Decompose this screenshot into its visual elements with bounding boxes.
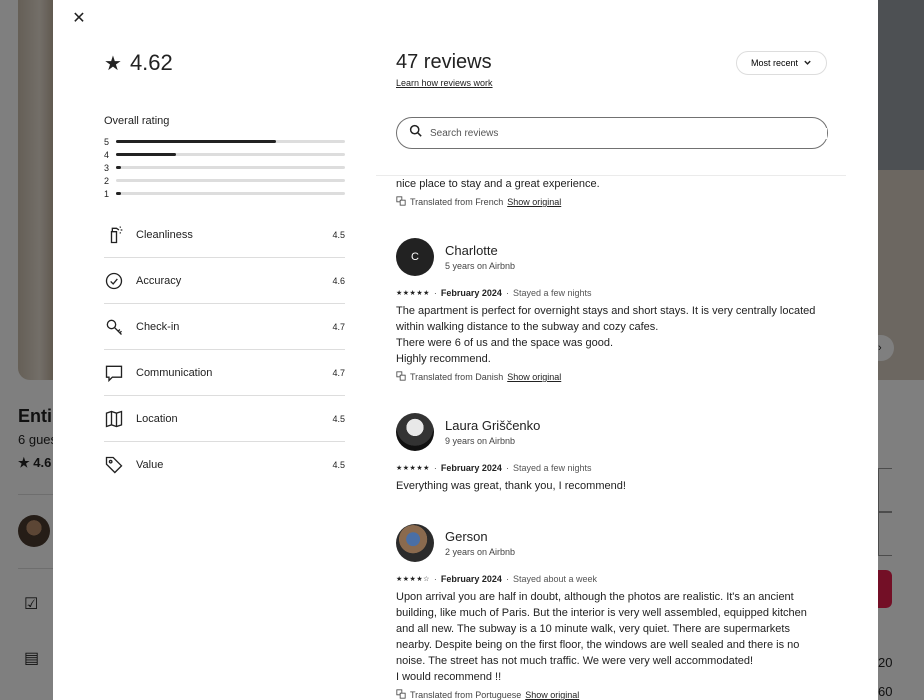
category-value: 4.6 <box>332 275 345 286</box>
reviewer-name: Charlotte <box>445 243 498 258</box>
reviews-list[interactable] <box>396 176 836 700</box>
translate-icon <box>396 196 406 208</box>
chevron-down-icon <box>803 58 812 69</box>
star-icon: ★ <box>104 52 122 75</box>
histogram-row <box>104 148 345 161</box>
histogram-row <box>104 187 345 200</box>
category-value <box>104 442 345 488</box>
category-label: Check-in <box>136 320 180 333</box>
check-circle-icon <box>104 271 136 291</box>
star-rating: ★★★★★ <box>396 290 430 297</box>
avatar[interactable]: C <box>396 238 434 276</box>
meta-separator: · <box>433 574 437 584</box>
sort-label: Most recent <box>750 58 799 68</box>
review-text: Highly recommend. <box>396 353 491 365</box>
overall-rating-label: Overall rating <box>104 115 170 127</box>
stay-length: Stayed about a week <box>512 574 597 584</box>
chat-bubble-icon <box>104 363 136 383</box>
review-date: February 2024 <box>440 574 502 584</box>
histogram-star-label: 3 <box>104 162 110 173</box>
review-text: The apartment is perfect for overnight stays and short stays. It is very centrally located within walking distance to the subway and cozy cafes. <box>396 305 816 333</box>
category-label: Location <box>136 412 178 425</box>
category-location <box>104 396 345 442</box>
close-button[interactable] <box>67 6 91 30</box>
rating-histogram <box>104 135 345 200</box>
histogram-track <box>116 153 345 156</box>
meta-separator: · <box>505 463 509 473</box>
map-icon <box>104 409 136 429</box>
review-date: February 2024 <box>440 288 502 298</box>
avatar[interactable] <box>396 413 434 451</box>
histogram-bar <box>116 153 176 156</box>
stay-length: Stayed a few nights <box>512 288 592 298</box>
reviews-count-title: 47 reviews <box>396 51 492 73</box>
overall-score-value: 4.62 <box>129 50 173 75</box>
histogram-track <box>116 179 345 182</box>
category-value: 4.5 <box>332 413 345 424</box>
search-input[interactable] <box>430 128 827 139</box>
translate-icon <box>396 371 406 383</box>
star-rating: ★★★★☆ <box>396 576 430 583</box>
histogram-track <box>116 166 345 169</box>
key-icon <box>104 317 136 337</box>
spray-bottle-icon <box>104 225 136 245</box>
category-value: 4.7 <box>332 321 345 332</box>
histogram-bar <box>116 166 121 169</box>
category-checkin <box>104 304 345 350</box>
show-original-link[interactable]: Show original <box>507 372 562 382</box>
meta-separator: · <box>433 463 437 473</box>
search-box[interactable] <box>396 117 828 149</box>
histogram-star-label: 2 <box>104 175 110 186</box>
review-item <box>396 413 828 494</box>
show-original-link[interactable]: Show original <box>525 690 580 700</box>
histogram-bar <box>116 140 276 143</box>
category-label: Cleanliness <box>136 228 193 241</box>
translated-from-text: Translated from Portuguese <box>410 690 522 700</box>
sort-dropdown[interactable] <box>736 51 827 75</box>
review-text: I would recommend !! <box>396 671 502 683</box>
review-meta <box>396 288 828 298</box>
category-label: Value <box>136 459 164 471</box>
search-icon <box>409 124 422 142</box>
histogram-track <box>116 192 345 195</box>
histogram-star-label: 1 <box>104 188 110 199</box>
reviewer-tenure: 5 years on Airbnb <box>445 261 516 271</box>
review-text: nice place to stay and a great experience. <box>396 178 600 190</box>
category-label: Accuracy <box>136 274 182 287</box>
translated-from-text: Translated from Danish <box>410 372 504 382</box>
reviewer-tenure: 2 years on Airbnb <box>445 547 516 557</box>
close-icon: ✕ <box>72 10 86 27</box>
translated-from-text: Translated from French <box>410 197 504 207</box>
histogram-row <box>104 135 345 148</box>
review-item <box>396 524 828 700</box>
histogram-track <box>116 140 345 143</box>
review-text: Everything was great, thank you, I recommend! <box>396 480 626 492</box>
histogram-bar <box>116 192 121 195</box>
reviewer-name: Gerson <box>445 529 488 544</box>
review-text: There were 6 of us and the space was good. <box>396 337 614 349</box>
histogram-star-label: 5 <box>104 136 110 147</box>
translation-note <box>396 689 828 700</box>
histogram-row <box>104 174 345 187</box>
reviewer-tenure: 9 years on Airbnb <box>445 436 516 446</box>
review-item-partial <box>396 176 828 208</box>
avatar[interactable] <box>396 524 434 562</box>
review-item <box>396 238 828 383</box>
learn-reviews-link[interactable]: Learn how reviews work <box>396 78 493 88</box>
translate-icon <box>396 689 406 700</box>
category-label: Communication <box>136 366 213 379</box>
translation-note <box>396 196 828 208</box>
reviewer-name: Laura Griščenko <box>445 418 541 433</box>
reviews-panel <box>396 0 828 700</box>
category-value: 4.5 <box>332 460 345 470</box>
reviews-modal <box>53 0 878 700</box>
review-date: February 2024 <box>440 463 502 473</box>
meta-separator: · <box>505 574 509 584</box>
overall-score <box>104 50 173 76</box>
histogram-star-label: 4 <box>104 149 110 160</box>
category-ratings <box>104 212 345 488</box>
stay-length: Stayed a few nights <box>512 463 592 473</box>
review-meta <box>396 574 828 584</box>
review-text: Upon arrival you are half in doubt, although the photos are realistic. It's an ancient building, like much of Paris. But the interior is very well assembled, equipped kitchen and all new. The subway is a 10 minute walk, very quiet. There are supermarkets nearby. Despite being on the first floor, the windows are well sealed and there is no noise. The street has not much traffic. We were very well accommodated! <box>396 591 807 667</box>
category-accuracy <box>104 258 345 304</box>
meta-separator: · <box>433 288 437 298</box>
meta-separator: · <box>505 288 509 298</box>
price-tag-icon <box>104 455 136 475</box>
category-value: 4.5 <box>332 229 345 240</box>
review-meta <box>396 463 828 473</box>
translation-note <box>396 371 828 383</box>
histogram-row <box>104 161 345 174</box>
category-cleanliness <box>104 212 345 258</box>
show-original-link[interactable]: Show original <box>507 197 562 207</box>
category-communication <box>104 350 345 396</box>
star-rating: ★★★★★ <box>396 465 430 472</box>
category-value: 4.7 <box>332 367 345 378</box>
